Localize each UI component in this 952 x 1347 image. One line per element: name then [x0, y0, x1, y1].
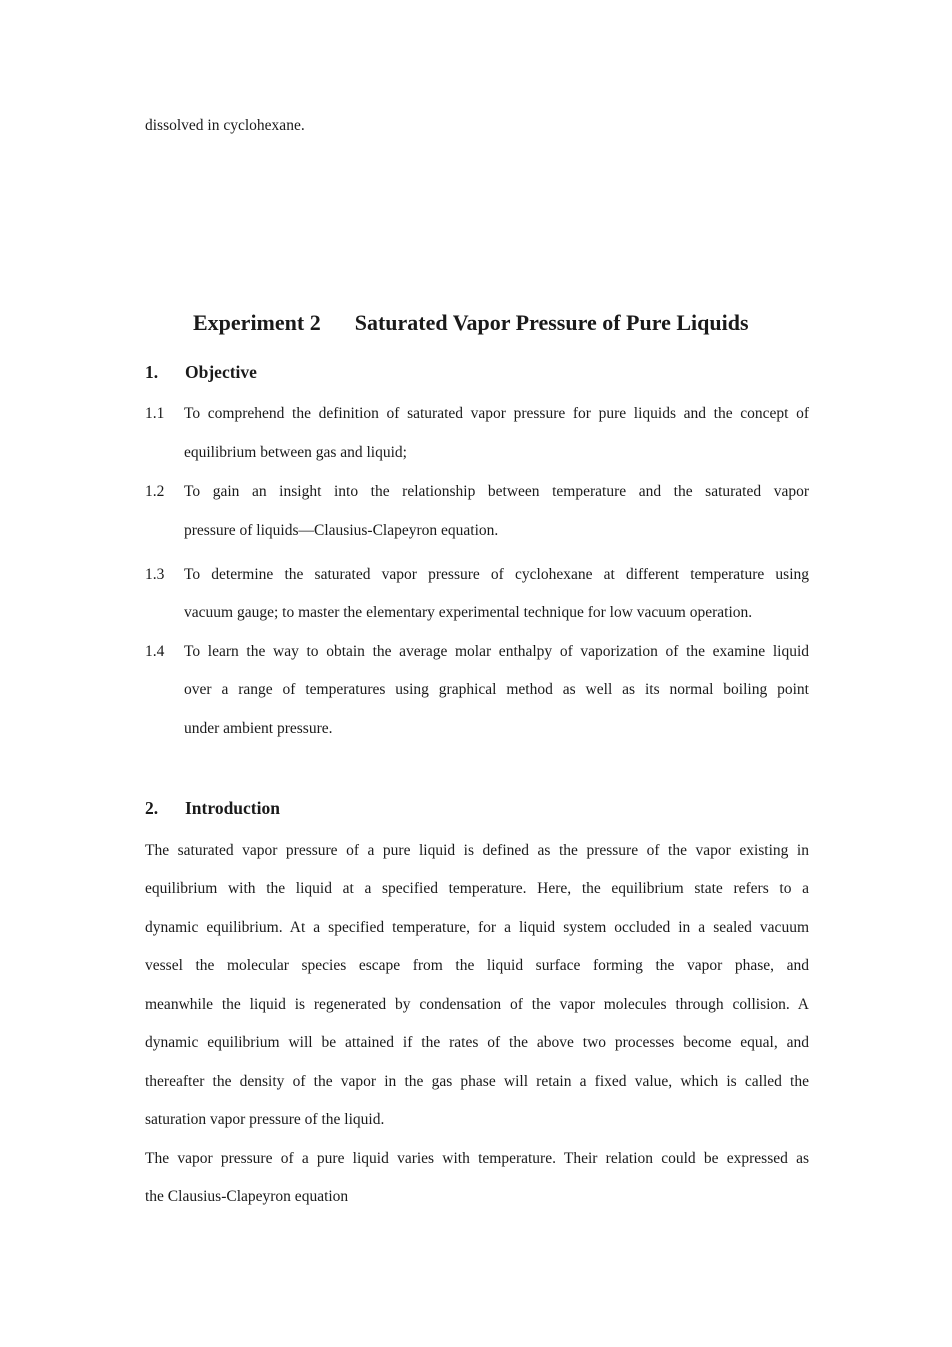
section-heading-introduction — [145, 798, 280, 819]
section-number: 1. — [145, 362, 159, 382]
item-line: To learn the way to obtain the average molar enthalpy of vaporization of the examine liquid — [184, 643, 809, 660]
paragraph-line: dynamic equilibrium. At a specified temperature, for a liquid system occluded in a sealed vacuum — [145, 919, 809, 936]
item-number: 1.1 — [145, 405, 165, 422]
item-line: equilibrium between gas and liquid; — [184, 444, 407, 461]
paragraph-line: the Clausius-Clapeyron equation — [145, 1188, 349, 1205]
paragraph-line: thereafter the density of the vapor in the gas phase will retain a fixed value, which is called the — [145, 1073, 809, 1090]
item-line: pressure of liquids—Clausius-Clapeyron equation. — [184, 522, 499, 539]
item-line: To gain an insight into the relationship between temperature and the saturated vapor — [184, 483, 809, 500]
item-line: under ambient pressure. — [184, 720, 333, 737]
item-number: 1.2 — [145, 483, 165, 500]
paragraph-line: saturation vapor pressure of the liquid. — [145, 1111, 385, 1128]
paragraph-line: equilibrium with the liquid at a specified temperature. Here, the equilibrium state refers to a — [145, 880, 809, 897]
paragraph-line: The saturated vapor pressure of a pure liquid is defined as the pressure of the vapor existing in — [145, 842, 809, 859]
experiment-name: Saturated Vapor Pressure of Pure Liquids — [354, 310, 749, 335]
item-line: To determine the saturated vapor pressure of cyclohexane at different temperature using — [184, 566, 809, 583]
section-number: 2. — [145, 798, 159, 818]
section-title: Introduction — [185, 798, 280, 818]
paragraph-line: vessel the molecular species escape from the liquid surface forming the vapor phase, and — [145, 957, 809, 974]
carryover-text: dissolved in cyclohexane. — [145, 117, 305, 134]
paragraph-line: dynamic equilibrium will be attained if the rates of the above two processes become equal, and — [145, 1034, 809, 1051]
experiment-number: Experiment 2 — [193, 310, 321, 335]
section-title: Objective — [185, 362, 257, 382]
paragraph-line: The vapor pressure of a pure liquid varies with temperature. Their relation could be expressed as — [145, 1150, 809, 1167]
item-line: over a range of temperatures using graphical method as well as its normal boiling point — [184, 681, 809, 698]
experiment-title — [193, 310, 749, 336]
item-number: 1.3 — [145, 566, 165, 583]
paragraph-line: meanwhile the liquid is regenerated by condensation of the vapor molecules through collision. A — [145, 996, 809, 1013]
section-heading-objective — [145, 362, 257, 383]
item-line: vacuum gauge; to master the elementary experimental technique for low vacuum operation. — [184, 604, 753, 621]
item-line: To comprehend the definition of saturated vapor pressure for pure liquids and the concept of — [184, 405, 809, 422]
item-number: 1.4 — [145, 643, 165, 660]
